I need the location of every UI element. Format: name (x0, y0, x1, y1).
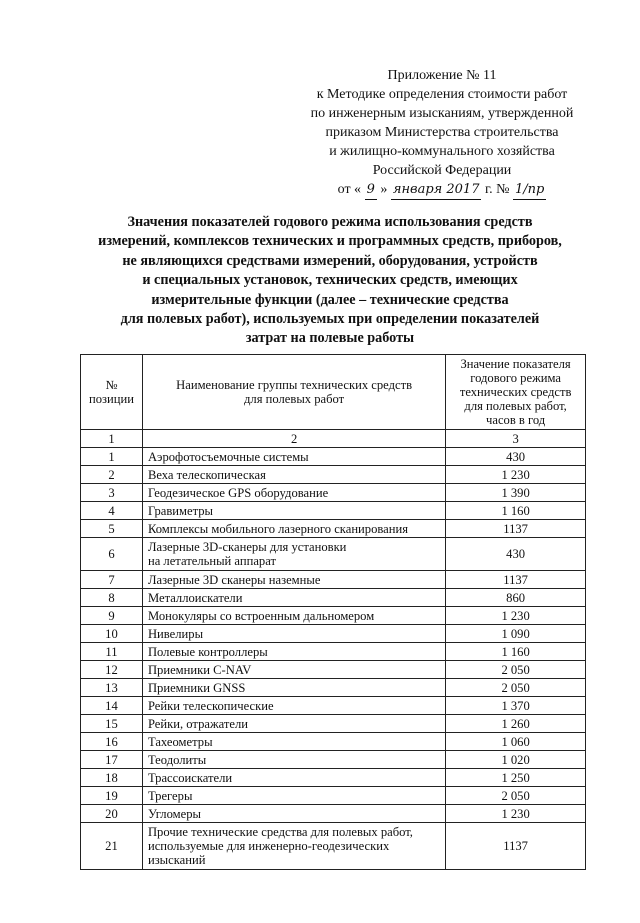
row-position: 4 (81, 502, 143, 520)
appendix-block (292, 66, 592, 200)
row-name-line: Полевые контроллеры (147, 644, 268, 659)
row-value: 1 090 (446, 625, 586, 643)
appendix-line: приказом Министерства строительства (325, 125, 559, 140)
header-value: Значение показателя годового режима технических средств для полевых работ, часов в год (446, 355, 586, 430)
title-line: измерений, комплексов технических и программных средств, приборов, (98, 233, 562, 250)
row-position: 9 (81, 607, 143, 625)
row-position: 2 (81, 466, 143, 484)
row-value: 1 230 (446, 466, 586, 484)
values-table (80, 354, 586, 870)
row-name-line: Угломеры (147, 806, 201, 821)
row-name-line: Лазерные 3D сканеры наземные (147, 572, 321, 587)
row-name (142, 448, 445, 466)
row-name-line: Теодолиты (147, 752, 207, 767)
header-name: Наименование группы технических средств для полевых работ (142, 355, 445, 430)
row-name-line: используемые для инженерно-геодезических (147, 839, 390, 853)
row-position: 8 (81, 589, 143, 607)
row-position: 13 (81, 679, 143, 697)
title-line: для полевых работ), используемых при определении показателей (120, 311, 540, 328)
row-value: 1 020 (446, 751, 586, 769)
row-name-line: Гравиметры (147, 503, 213, 518)
row-value: 1 160 (446, 502, 586, 520)
column-number-row (81, 430, 586, 448)
row-name (142, 607, 445, 625)
table-row (81, 715, 586, 733)
row-name-line: Рейки телескопические (147, 698, 274, 713)
table-row (81, 679, 586, 697)
row-name-line: Трассоискатели (147, 770, 233, 785)
table-row (81, 769, 586, 787)
row-value: 1 260 (446, 715, 586, 733)
appendix-line: к Методике определения стоимости работ (316, 87, 568, 102)
column-number: 2 (142, 430, 445, 448)
title-line: не являющихся средствами измерений, оборудования, устройств (122, 252, 538, 269)
title-line: Значения показателей годового режима использования средств (127, 214, 533, 230)
table-row (81, 751, 586, 769)
table-row (81, 589, 586, 607)
title-line: измерительные функции (далее – технические средства (151, 291, 509, 308)
row-position: 20 (81, 805, 143, 823)
appendix-line: и жилищно-коммунального хозяйства (329, 144, 555, 159)
date-prefix: от « (337, 182, 362, 197)
row-name (142, 643, 445, 661)
row-position: 21 (81, 823, 143, 870)
row-position: 1 (81, 448, 143, 466)
row-position: 12 (81, 661, 143, 679)
table-row (81, 661, 586, 679)
table-row (81, 538, 586, 571)
column-number: 3 (446, 430, 586, 448)
row-name (142, 625, 445, 643)
row-value: 2 050 (446, 679, 586, 697)
row-value: 1 370 (446, 697, 586, 715)
row-name (142, 679, 445, 697)
document-title (60, 213, 600, 349)
table-row (81, 697, 586, 715)
appendix-line: по инженерным изысканиям, утвержденной (310, 106, 574, 121)
row-value: 430 (446, 538, 586, 571)
row-name-line: Геодезическое GPS оборудование (147, 485, 329, 500)
row-position: 11 (81, 643, 143, 661)
date-day: 9 (365, 180, 377, 200)
table-row (81, 466, 586, 484)
title-line: и специальных установок, технических средств, имеющих (142, 272, 518, 289)
table-row (81, 448, 586, 466)
row-name (142, 787, 445, 805)
row-position: 3 (81, 484, 143, 502)
row-name (142, 484, 445, 502)
row-position: 10 (81, 625, 143, 643)
row-name (142, 805, 445, 823)
table-row (81, 823, 586, 870)
order-number: 1/пр (513, 180, 546, 200)
row-name (142, 520, 445, 538)
table-header-row (81, 355, 586, 430)
row-position: 19 (81, 787, 143, 805)
row-position: 14 (81, 697, 143, 715)
row-value: 860 (446, 589, 586, 607)
row-value: 1 230 (446, 607, 586, 625)
row-value: 430 (446, 448, 586, 466)
row-name (142, 733, 445, 751)
row-position: 7 (81, 571, 143, 589)
table-row (81, 643, 586, 661)
row-position: 5 (81, 520, 143, 538)
date-suffix: г. № (484, 182, 510, 197)
table-row (81, 625, 586, 643)
row-value: 2 050 (446, 661, 586, 679)
row-name-line: Веха телескопическая (147, 467, 266, 482)
row-value: 1137 (446, 571, 586, 589)
row-name (142, 751, 445, 769)
row-value: 1137 (446, 823, 586, 870)
appendix-title: Приложение № 11 (387, 68, 497, 83)
row-name (142, 571, 445, 589)
row-name (142, 661, 445, 679)
table-row (81, 787, 586, 805)
row-name (142, 715, 445, 733)
row-position: 16 (81, 733, 143, 751)
row-name-line: Нивелиры (147, 626, 204, 641)
date-mid: » (380, 182, 388, 197)
row-name (142, 538, 445, 571)
row-name-line: Прочие технические средства для полевых работ, (147, 825, 413, 839)
table-row (81, 733, 586, 751)
table-row (81, 520, 586, 538)
row-value: 1 230 (446, 805, 586, 823)
table-row (81, 805, 586, 823)
title-line: затрат на полевые работы (245, 330, 415, 347)
row-position: 17 (81, 751, 143, 769)
row-name-line: Металлоискатели (147, 590, 243, 605)
row-position: 18 (81, 769, 143, 787)
row-name (142, 823, 445, 870)
row-position: 15 (81, 715, 143, 733)
order-date-line (292, 180, 592, 200)
row-name-line: Лазерные 3D-сканеры для установки (147, 540, 347, 554)
row-name-line: на летательный аппарат (147, 554, 276, 568)
table-row (81, 571, 586, 589)
row-name-line: Приемники C-NAV (147, 662, 252, 677)
column-number: 1 (81, 430, 143, 448)
appendix-line: Российской Федерации (372, 163, 512, 178)
row-value: 1 390 (446, 484, 586, 502)
row-value: 2 050 (446, 787, 586, 805)
row-value: 1 250 (446, 769, 586, 787)
row-name-line: изысканий (147, 853, 206, 867)
date-month: января 2017 (391, 180, 482, 200)
row-value: 1137 (446, 520, 586, 538)
row-name-line: Комплексы мобильного лазерного сканирования (147, 521, 409, 536)
row-name-line: Аэрофотосъемочные системы (147, 449, 309, 464)
header-position: № позиции (81, 355, 143, 430)
row-position: 6 (81, 538, 143, 571)
row-name (142, 466, 445, 484)
row-name-line: Рейки, отражатели (147, 716, 249, 731)
row-value: 1 160 (446, 643, 586, 661)
table-row (81, 484, 586, 502)
row-name (142, 589, 445, 607)
row-name-line: Приемники GNSS (147, 680, 246, 695)
row-name (142, 502, 445, 520)
row-name-line: Трегеры (147, 788, 193, 803)
row-name (142, 769, 445, 787)
row-name-line: Монокуляры со встроенным дальномером (147, 608, 375, 623)
row-name (142, 697, 445, 715)
table-row (81, 502, 586, 520)
table-row (81, 607, 586, 625)
row-name-line: Тахеометры (147, 734, 213, 749)
row-value: 1 060 (446, 733, 586, 751)
